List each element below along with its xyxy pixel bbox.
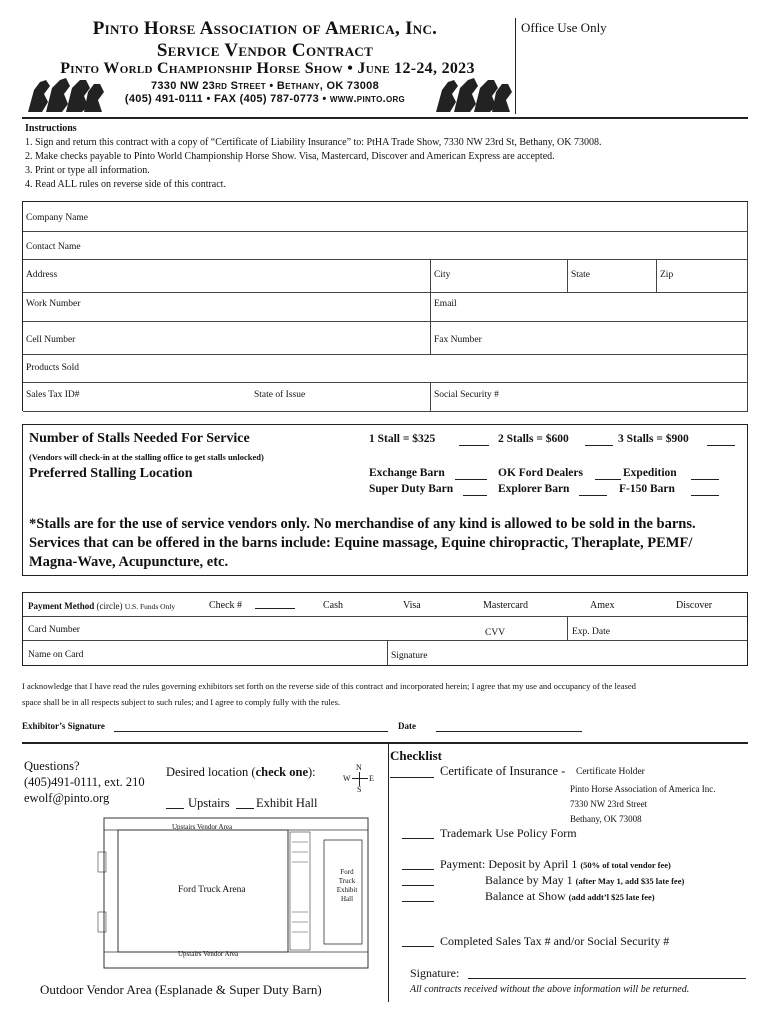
instructions-title: Instructions: [25, 123, 77, 134]
cell-number-label: Cell Number: [26, 335, 76, 345]
questions-email[interactable]: ewolf@pinto.org: [24, 791, 110, 805]
location-ok-ford-dealers[interactable]: OK Ford Dealers: [498, 467, 583, 479]
email-label: Email: [434, 299, 457, 309]
sales-tax-check-blank[interactable]: [402, 946, 434, 947]
header-address: 7330 NW 23rd Street • Bethany, OK 73008: [150, 80, 380, 92]
map-upstairs-top-label: Upstairs Vendor Area: [172, 823, 233, 831]
payment-check-blank[interactable]: [402, 869, 434, 870]
preferred-location-title: Preferred Stalling Location: [29, 466, 193, 481]
check-number-blank[interactable]: [255, 608, 295, 609]
office-use-divider: [515, 18, 516, 114]
location-super-duty-barn-blank[interactable]: [463, 495, 487, 496]
location-f150-barn-blank[interactable]: [691, 495, 719, 496]
address-label: Address: [26, 270, 58, 280]
header-contact: (405) 491-0111 • FAX (405) 787-0773 • www.pinto.org: [124, 93, 406, 105]
acknowledgement: [22, 678, 750, 710]
name-col-divider: [387, 640, 388, 666]
exp-date-field[interactable]: Exp. Date: [572, 627, 610, 637]
show-title: Pinto World Championship Horse Show • June 12-24, 2023: [60, 60, 475, 77]
horse-heads-left-icon: [24, 76, 106, 114]
exhibitor-signature-line[interactable]: [114, 731, 388, 732]
header-rule: [22, 117, 748, 119]
products-sold-field[interactable]: [23, 355, 748, 383]
instruction-item: 4. Read ALL rules on reverse side of this contract.: [25, 179, 226, 190]
checklist-signature-line[interactable]: [468, 978, 746, 979]
work-number-label: Work Number: [26, 299, 81, 309]
work-number-field[interactable]: [23, 293, 431, 322]
state-of-issue-field[interactable]: [251, 383, 431, 412]
location-explorer-barn[interactable]: Explorer Barn: [498, 483, 570, 495]
location-expedition[interactable]: Expedition: [623, 467, 677, 479]
payment-deposit-note: (50% of total vendor fee): [580, 860, 671, 870]
address-field[interactable]: [23, 260, 431, 293]
horse-heads-right-icon: [432, 76, 514, 114]
hall-label-line: Hall: [340, 895, 354, 903]
stall-option-3-label: 3 Stalls = $900: [618, 433, 689, 445]
location-expedition-blank[interactable]: [691, 479, 719, 480]
stalls-notice-line: *Stalls are for the use of service vendors only. No merchandise of any kind is allowed to be sold in the barns.: [29, 516, 696, 532]
city-field[interactable]: [431, 260, 568, 293]
outdoor-vendor-area-label: Outdoor Vendor Area (Esplanade & Super Duty Barn): [40, 982, 322, 997]
pay-check-label: Check #: [209, 600, 243, 611]
zip-field[interactable]: [657, 260, 748, 293]
stalls-notice-line: Services that can be offered in the barns include: Equine massage, Equine chiropractic, Theraplate, PEMF/: [29, 535, 693, 551]
pay-visa-option[interactable]: Visa: [403, 600, 421, 611]
ssn-field[interactable]: [431, 383, 748, 412]
contract-title: Service Vendor Contract: [156, 40, 374, 61]
compass-n: N: [356, 763, 362, 772]
desired-location-bold: check one: [255, 765, 308, 779]
payment-section: [22, 592, 748, 666]
contact-name-field[interactable]: [23, 232, 748, 260]
payment-method-note: (circle): [96, 601, 123, 611]
state-of-issue-label: State of Issue: [254, 390, 306, 400]
map-upstairs-bottom-label: Upstairs Vendor Area: [178, 950, 239, 958]
location-exchange-barn-blank[interactable]: [455, 479, 487, 480]
location-f150-barn[interactable]: F-150 Barn: [619, 483, 675, 495]
checklist-divider: [388, 744, 389, 1002]
checklist-footer-note: All contracts received without the above information will be returned.: [410, 984, 690, 995]
exhibit-hall-option[interactable]: Exhibit Hall: [256, 796, 318, 810]
company-name-field[interactable]: [23, 202, 748, 232]
fax-number-field[interactable]: [431, 322, 748, 355]
acknowledgement-line: space shall be in all respects subject to such rules; and I agree to comply fully with the rules.: [22, 697, 341, 707]
zip-label: Zip: [660, 270, 674, 280]
pay-cash-option[interactable]: Cash: [323, 600, 343, 611]
holder-line: Bethany, OK 73008: [570, 814, 642, 824]
exhibitor-signature-label: Exhibitor’s Signature: [22, 721, 105, 731]
insurance-check-blank[interactable]: [390, 777, 434, 778]
pay-amex-option[interactable]: Amex: [590, 600, 615, 611]
compass-icon: [340, 763, 380, 797]
pay-check-option[interactable]: [209, 600, 242, 611]
checklist-title: Checklist: [390, 748, 442, 763]
questions-label: Questions?: [24, 759, 80, 773]
questions-phone: (405)491-0111, ext. 210: [24, 775, 145, 789]
contact-form: [22, 201, 748, 411]
balance-show-note: (add addt’l $25 late fee): [568, 892, 655, 902]
date-label: Date: [398, 721, 416, 731]
compass-w: W: [343, 774, 351, 783]
stall-option-1[interactable]: [369, 433, 435, 445]
hall-label-line: Exhibit: [336, 886, 358, 894]
payment-method-label: Payment Method: [28, 601, 95, 611]
pay-discover-option[interactable]: Discover: [676, 600, 713, 611]
cvv-field[interactable]: CVV: [485, 628, 506, 638]
payment-method-row: [28, 601, 175, 611]
stall-option-3-blank[interactable]: [707, 445, 735, 446]
card-number-field[interactable]: Card Number: [28, 625, 80, 635]
desired-location-label: [166, 765, 316, 780]
insurance-item: Certificate of Insurance -: [440, 764, 566, 778]
us-funds-note: U.S. Funds Only: [124, 602, 176, 611]
hall-label-line: Ford: [340, 868, 354, 876]
state-label: State: [571, 270, 590, 280]
payment-divider-2: [23, 640, 747, 641]
stalls-note: (Vendors will check-in at the stalling office to get stalls unlocked): [29, 452, 264, 462]
trademark-check-blank[interactable]: [402, 838, 434, 839]
map-arena-label: Ford Truck Arena: [178, 885, 246, 895]
stalls-notice: [29, 515, 741, 572]
upstairs-option[interactable]: Upstairs: [188, 796, 230, 810]
stall-option-1-blank[interactable]: [459, 445, 489, 446]
state-field[interactable]: [568, 260, 657, 293]
payment-deposit-label: Payment: Deposit by April 1: [440, 857, 578, 871]
desired-location-pre: Desired location (: [166, 765, 256, 779]
location-explorer-barn-blank[interactable]: [579, 495, 607, 496]
holder-line: Pinto Horse Association of America Inc.: [570, 784, 716, 794]
certificate-holder-label: Certificate Holder: [576, 767, 645, 777]
checklist-signature-label: Signature:: [410, 966, 460, 980]
stall-option-2[interactable]: [498, 433, 569, 445]
upstairs-check-blank[interactable]: [166, 808, 184, 809]
balance-may-item: [485, 873, 684, 888]
exhibit-hall-check-blank[interactable]: [236, 808, 254, 809]
cell-number-field[interactable]: [23, 322, 431, 355]
stall-option-2-label: 2 Stalls = $600: [498, 433, 569, 445]
stalls-title: Number of Stalls Needed For Service: [29, 431, 250, 446]
balance-show-item: [485, 889, 655, 904]
contact-name-label: Contact Name: [26, 242, 81, 252]
stalls-notice-line: Magna-Wave, Acupuncture, etc.: [29, 554, 229, 570]
sales-tax-item: Completed Sales Tax # and/or Social Security #: [440, 934, 670, 948]
acknowledgement-line: I acknowledge that I have read the rules governing exhibitors set forth on the reverse side of this contract and incorporated herein; I agree that my use and occupancy of the leased: [22, 681, 636, 691]
pay-mastercard-option[interactable]: Mastercard: [483, 600, 528, 611]
desired-location-post: ):: [308, 765, 316, 779]
balance-show-check-blank[interactable]: [402, 901, 434, 902]
sales-tax-field[interactable]: [23, 383, 251, 412]
compass-e: E: [369, 774, 374, 783]
stall-option-2-blank[interactable]: [585, 445, 613, 446]
card-signature-field[interactable]: Signature: [391, 651, 428, 661]
company-name-label: Company Name: [26, 213, 89, 223]
card-col-divider: [567, 616, 568, 640]
map-exhibit-hall-label: [329, 868, 365, 904]
location-super-duty-barn[interactable]: Super Duty Barn: [369, 483, 454, 495]
section-rule: [22, 742, 748, 744]
instructions: [25, 122, 745, 192]
hall-label-line: Truck: [338, 877, 356, 885]
payment-deposit-item: [440, 857, 671, 872]
date-line[interactable]: [436, 731, 582, 732]
holder-line: 7330 NW 23rd Street: [570, 799, 648, 809]
location-ok-ford-dealers-blank[interactable]: [595, 479, 621, 480]
stalls-section: [22, 424, 748, 576]
email-field[interactable]: [431, 293, 748, 322]
products-sold-label: Products Sold: [26, 363, 80, 373]
balance-may-note: (after May 1, add $35 late fee): [575, 876, 685, 886]
sales-tax-label: Sales Tax ID#: [26, 390, 80, 400]
location-exchange-barn[interactable]: Exchange Barn: [369, 467, 445, 479]
balance-may-label: Balance by May 1: [485, 873, 573, 887]
org-title: Pinto Horse Association of America, Inc.: [92, 18, 438, 39]
instruction-item: 1. Sign and return this contract with a copy of “Certificate of Liability Insurance” to: PtHA Trade Show, 7330 NW 23rd St, Bethany, OK 73008.: [25, 137, 602, 148]
trademark-item: Trademark Use Policy Form: [440, 826, 577, 840]
instruction-item: 3. Print or type all information.: [25, 165, 150, 176]
instruction-item: 2. Make checks payable to Pinto World Championship Horse Show. Visa, Mastercard, Discover and American Express are accepted.: [25, 151, 555, 162]
fax-number-label: Fax Number: [434, 335, 482, 345]
questions-block: [24, 758, 145, 806]
balance-check-blank[interactable]: [402, 885, 434, 886]
stall-option-3[interactable]: [618, 433, 689, 445]
payment-divider-1: [23, 616, 747, 617]
city-label: City: [434, 270, 451, 280]
stall-option-1-label: 1 Stall = $325: [369, 433, 436, 445]
balance-show-label: Balance at Show: [485, 889, 566, 903]
name-on-card-field[interactable]: Name on Card: [28, 650, 84, 660]
ssn-label: Social Security #: [434, 390, 499, 400]
compass-s: S: [357, 785, 362, 794]
office-use-label: Office Use Only: [521, 20, 607, 35]
certificate-holder-address: [570, 782, 715, 827]
